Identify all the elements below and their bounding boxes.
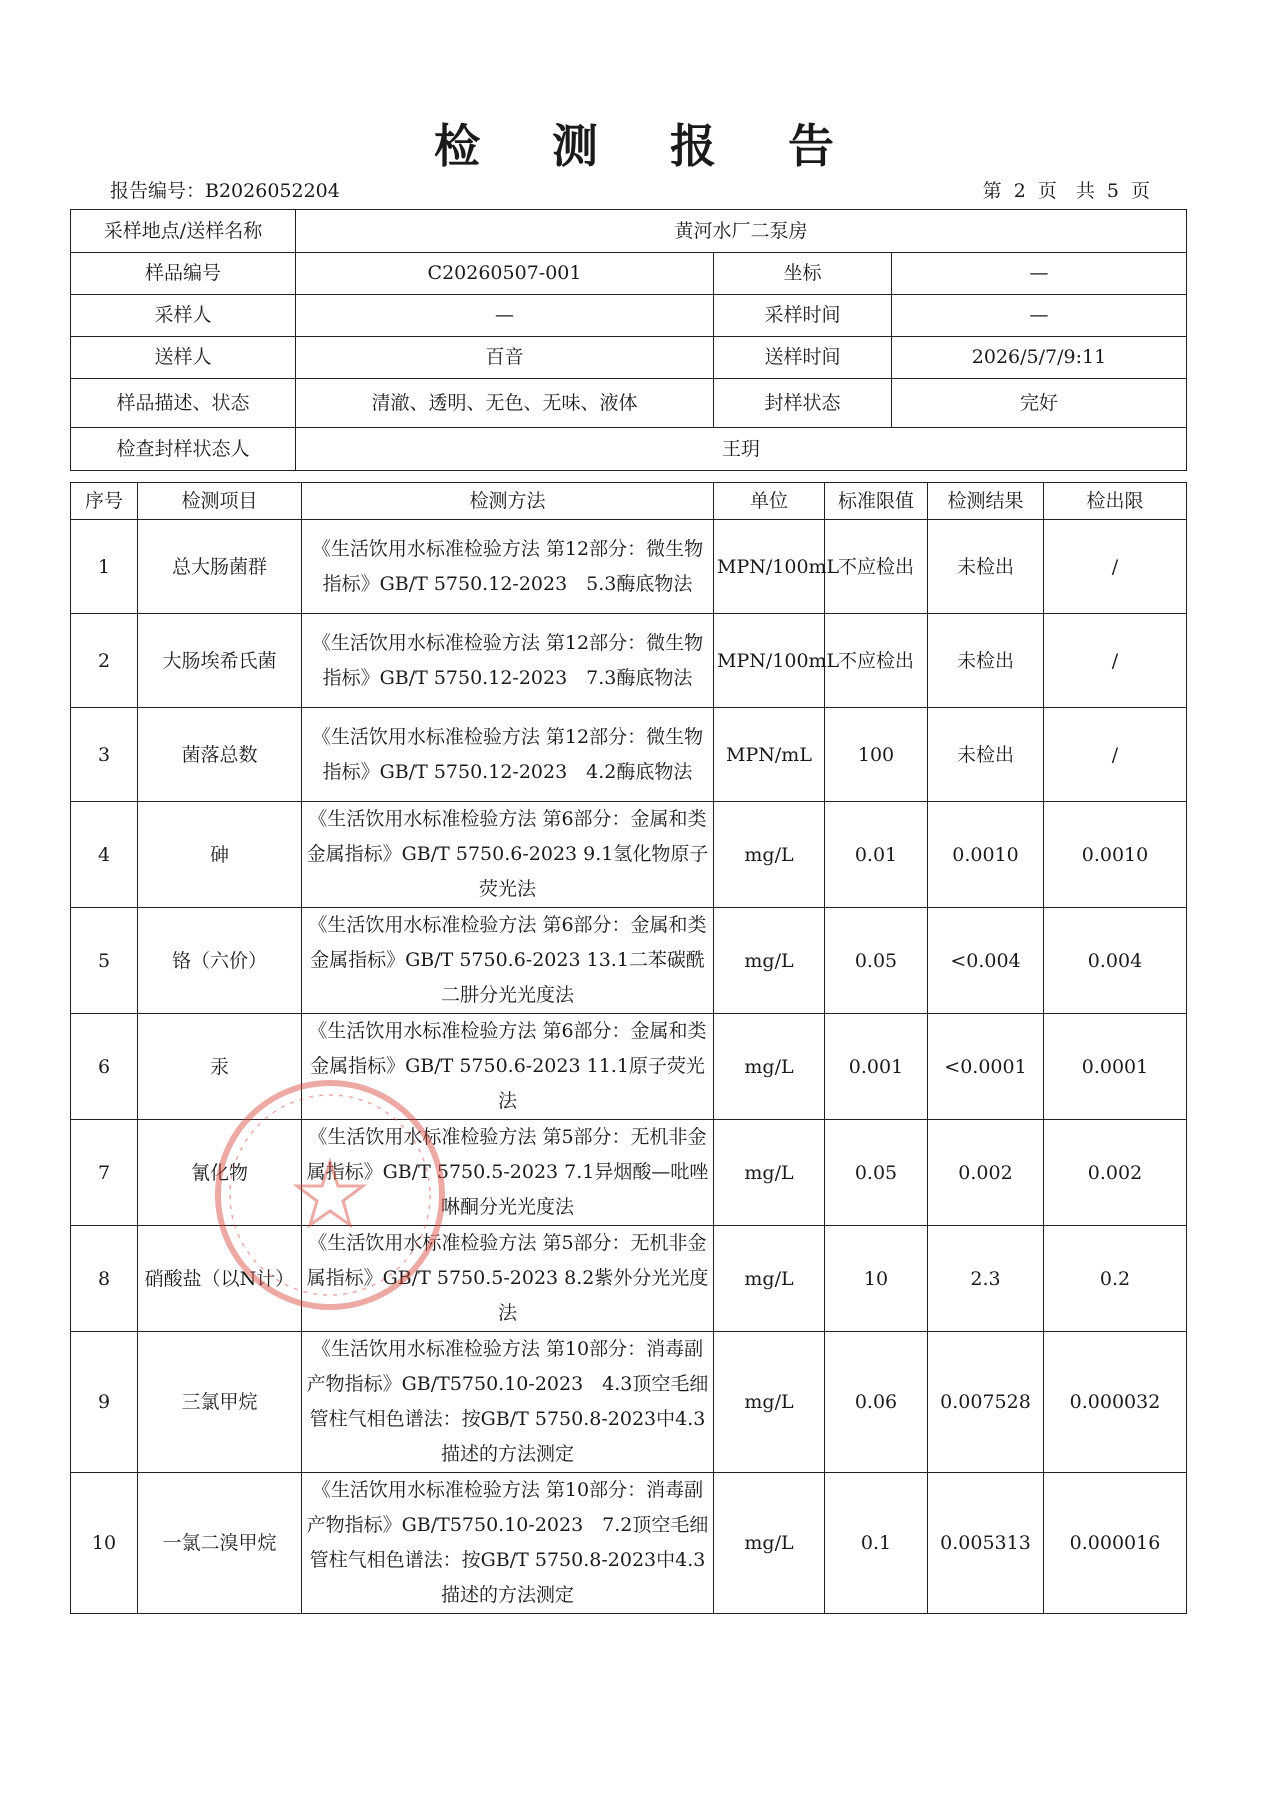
row-result: <0.004 bbox=[928, 908, 1044, 1014]
row-no: 2 bbox=[71, 614, 138, 708]
sample-time-label: 采样时间 bbox=[714, 295, 892, 337]
row-detection-limit: 0.2 bbox=[1044, 1226, 1187, 1332]
row-no: 10 bbox=[71, 1473, 138, 1614]
row-detection-limit: / bbox=[1044, 520, 1187, 614]
row-limit: 0.01 bbox=[825, 802, 928, 908]
table-body bbox=[71, 520, 1187, 1614]
sample-no-label: 样品编号 bbox=[71, 253, 296, 295]
report-number: 报告编号：B2026052204 bbox=[110, 180, 340, 202]
site-label: 采样地点/送样名称 bbox=[71, 210, 296, 253]
row-unit: MPN/100mL bbox=[714, 520, 825, 614]
row-method: 《生活饮用水标准检验方法 第12部分：微生物指标》GB/T 5750.12-2023 7.3酶底物法 bbox=[302, 614, 714, 708]
row-item: 砷 bbox=[138, 802, 302, 908]
row-method: 《生活饮用水标准检验方法 第10部分：消毒副产物指标》GB/T5750.10-2023 4.3顶空毛细管柱气相色谱法：按GB/T 5750.8-2023中4.3描述的方法测定 bbox=[302, 1332, 714, 1473]
row-result: 2.3 bbox=[928, 1226, 1044, 1332]
row-no: 7 bbox=[71, 1120, 138, 1226]
row-item: 硝酸盐（以N计） bbox=[138, 1226, 302, 1332]
info-row-sampler bbox=[71, 295, 1187, 337]
sample-time-value: — bbox=[892, 295, 1187, 337]
row-result: 0.005313 bbox=[928, 1473, 1044, 1614]
row-result: 未检出 bbox=[928, 614, 1044, 708]
row-detection-limit: 0.0010 bbox=[1044, 802, 1187, 908]
test-results-table bbox=[70, 482, 1187, 1614]
info-row-inspector bbox=[71, 428, 1187, 471]
table-row bbox=[71, 1332, 1187, 1473]
row-no: 3 bbox=[71, 708, 138, 802]
coord-label: 坐标 bbox=[714, 253, 892, 295]
row-detection-limit: / bbox=[1044, 708, 1187, 802]
row-unit: mg/L bbox=[714, 1014, 825, 1120]
sampler-value: — bbox=[296, 295, 714, 337]
row-detection-limit: 0.004 bbox=[1044, 908, 1187, 1014]
row-result: 0.002 bbox=[928, 1120, 1044, 1226]
row-result: 0.0010 bbox=[928, 802, 1044, 908]
sender-label: 送样人 bbox=[71, 337, 296, 379]
col-header-item: 检测项目 bbox=[138, 483, 302, 520]
row-unit: mg/L bbox=[714, 1473, 825, 1614]
info-row-sender bbox=[71, 337, 1187, 379]
row-limit: 0.001 bbox=[825, 1014, 928, 1120]
row-detection-limit: 0.000032 bbox=[1044, 1332, 1187, 1473]
send-time-value: 2026/5/7/9:11 bbox=[892, 337, 1187, 379]
inspector-label: 检查封样状态人 bbox=[71, 428, 296, 471]
sample-no-value: C20260507-001 bbox=[296, 253, 714, 295]
row-unit: mg/L bbox=[714, 1226, 825, 1332]
row-unit: mg/L bbox=[714, 908, 825, 1014]
row-limit: 10 bbox=[825, 1226, 928, 1332]
row-method: 《生活饮用水标准检验方法 第6部分：金属和类金属指标》GB/T 5750.6-2023 13.1二苯碳酰二肼分光光度法 bbox=[302, 908, 714, 1014]
desc-value: 清澈、透明、无色、无味、液体 bbox=[296, 379, 714, 428]
row-item: 一氯二溴甲烷 bbox=[138, 1473, 302, 1614]
row-method: 《生活饮用水标准检验方法 第6部分：金属和类金属指标》GB/T 5750.6-2023 9.1氢化物原子荧光法 bbox=[302, 802, 714, 908]
site-value: 黄河水厂二泵房 bbox=[296, 210, 1187, 253]
coord-value: — bbox=[892, 253, 1187, 295]
row-unit: mg/L bbox=[714, 1120, 825, 1226]
row-result: 未检出 bbox=[928, 708, 1044, 802]
row-result: 未检出 bbox=[928, 520, 1044, 614]
col-header-no: 序号 bbox=[71, 483, 138, 520]
row-detection-limit: 0.0001 bbox=[1044, 1014, 1187, 1120]
sampler-label: 采样人 bbox=[71, 295, 296, 337]
row-method: 《生活饮用水标准检验方法 第12部分：微生物指标》GB/T 5750.12-2023 4.2酶底物法 bbox=[302, 708, 714, 802]
table-header-row bbox=[71, 483, 1187, 520]
desc-label: 样品描述、状态 bbox=[71, 379, 296, 428]
row-limit: 0.1 bbox=[825, 1473, 928, 1614]
row-result: <0.0001 bbox=[928, 1014, 1044, 1120]
row-item: 氰化物 bbox=[138, 1120, 302, 1226]
row-limit: 0.05 bbox=[825, 908, 928, 1014]
table-row bbox=[71, 802, 1187, 908]
row-method: 《生活饮用水标准检验方法 第5部分：无机非金属指标》GB/T 5750.5-2023 7.1异烟酸—吡唑啉酮分光光度法 bbox=[302, 1120, 714, 1226]
page-indicator: 第 2 页 共 5 页 bbox=[982, 180, 1150, 202]
inspector-value: 王玥 bbox=[296, 428, 1187, 471]
row-limit: 100 bbox=[825, 708, 928, 802]
row-limit: 0.06 bbox=[825, 1332, 928, 1473]
col-header-result: 检测结果 bbox=[928, 483, 1044, 520]
col-header-unit: 单位 bbox=[714, 483, 825, 520]
row-method: 《生活饮用水标准检验方法 第12部分：微生物指标》GB/T 5750.12-2023 5.3酶底物法 bbox=[302, 520, 714, 614]
row-detection-limit: / bbox=[1044, 614, 1187, 708]
seal-label: 封样状态 bbox=[714, 379, 892, 428]
row-detection-limit: 0.002 bbox=[1044, 1120, 1187, 1226]
row-limit: 不应检出 bbox=[825, 614, 928, 708]
row-item: 总大肠菌群 bbox=[138, 520, 302, 614]
col-header-method: 检测方法 bbox=[302, 483, 714, 520]
row-unit: mg/L bbox=[714, 802, 825, 908]
row-unit: mg/L bbox=[714, 1332, 825, 1473]
col-header-limit: 标准限值 bbox=[825, 483, 928, 520]
row-unit: MPN/100mL bbox=[714, 614, 825, 708]
table-row bbox=[71, 1473, 1187, 1614]
info-row-desc bbox=[71, 379, 1187, 428]
row-item: 汞 bbox=[138, 1014, 302, 1120]
row-no: 6 bbox=[71, 1014, 138, 1120]
row-limit: 不应检出 bbox=[825, 520, 928, 614]
info-row-sample-no bbox=[71, 253, 1187, 295]
seal-value: 完好 bbox=[892, 379, 1187, 428]
table-row bbox=[71, 520, 1187, 614]
row-no: 5 bbox=[71, 908, 138, 1014]
table-row bbox=[71, 1014, 1187, 1120]
row-method: 《生活饮用水标准检验方法 第10部分：消毒副产物指标》GB/T5750.10-2023 7.2顶空毛细管柱气相色谱法：按GB/T 5750.8-2023中4.3描述的方法测定 bbox=[302, 1473, 714, 1614]
sender-value: 百音 bbox=[296, 337, 714, 379]
row-result: 0.007528 bbox=[928, 1332, 1044, 1473]
sample-info-table bbox=[70, 209, 1187, 471]
col-header-dl: 检出限 bbox=[1044, 483, 1187, 520]
row-item: 菌落总数 bbox=[138, 708, 302, 802]
row-no: 4 bbox=[71, 802, 138, 908]
info-row-site bbox=[71, 210, 1187, 253]
row-item: 三氯甲烷 bbox=[138, 1332, 302, 1473]
table-row bbox=[71, 614, 1187, 708]
table-row bbox=[71, 908, 1187, 1014]
row-limit: 0.05 bbox=[825, 1120, 928, 1226]
send-time-label: 送样时间 bbox=[714, 337, 892, 379]
report-title: 检 测 报 告 bbox=[433, 119, 863, 173]
row-method: 《生活饮用水标准检验方法 第5部分：无机非金属指标》GB/T 5750.5-2023 8.2紫外分光光度法 bbox=[302, 1226, 714, 1332]
table-row bbox=[71, 708, 1187, 802]
table-row bbox=[71, 1120, 1187, 1226]
row-item: 铬（六价） bbox=[138, 908, 302, 1014]
row-no: 8 bbox=[71, 1226, 138, 1332]
row-no: 1 bbox=[71, 520, 138, 614]
row-unit: MPN/mL bbox=[714, 708, 825, 802]
row-no: 9 bbox=[71, 1332, 138, 1473]
row-item: 大肠埃希氏菌 bbox=[138, 614, 302, 708]
table-row bbox=[71, 1226, 1187, 1332]
row-method: 《生活饮用水标准检验方法 第6部分：金属和类金属指标》GB/T 5750.6-2023 11.1原子荧光法 bbox=[302, 1014, 714, 1120]
row-detection-limit: 0.000016 bbox=[1044, 1473, 1187, 1614]
